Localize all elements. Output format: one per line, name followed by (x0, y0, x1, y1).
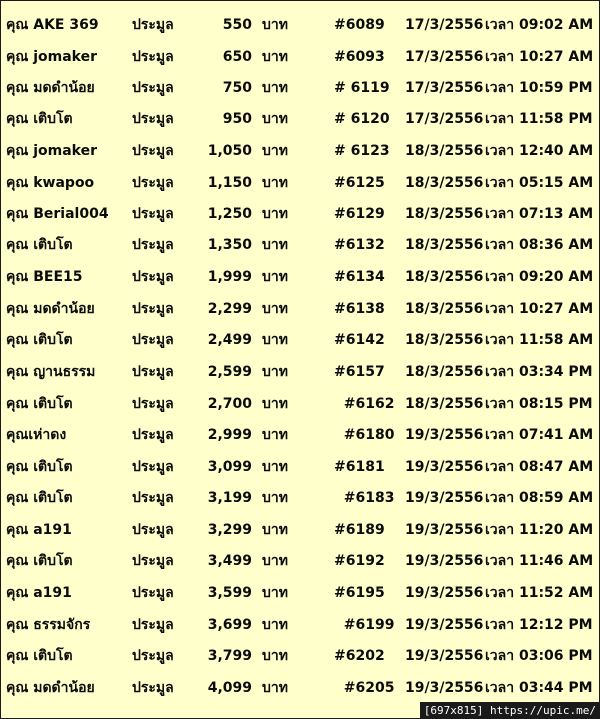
bid-verb: ประมูล (132, 301, 174, 317)
currency-unit: บาท (262, 17, 288, 33)
bid-amount: 1,150 (207, 175, 252, 191)
bid-verb: ประมูล (132, 332, 174, 348)
currency-unit: บาท (262, 396, 288, 412)
currency-unit: บาท (262, 490, 288, 506)
bid-date: 19/3/2556 (405, 553, 484, 569)
bid-row (0, 328, 600, 352)
bid-amount: 3,499 (207, 553, 252, 569)
bid-ref: #6181 (334, 459, 385, 475)
bid-amount: 550 (222, 17, 252, 33)
bid-amount: 2,999 (207, 427, 252, 443)
bidder-name: คุณ เติบโต (6, 553, 73, 569)
bid-date: 17/3/2556 (405, 80, 484, 96)
currency-unit: บาท (262, 237, 288, 253)
bid-amount: 1,250 (207, 206, 252, 222)
bidder-name: คุณ เติบโต (6, 332, 73, 348)
bid-row (0, 171, 600, 195)
bid-time: เวลา 08:15 PM (485, 396, 593, 412)
bid-amount: 2,700 (207, 396, 252, 412)
bidder-name: คุณ มดดำน้อย (6, 80, 95, 96)
bid-row (0, 423, 600, 447)
bidder-name: คุณ a191 (6, 522, 72, 538)
bid-verb: ประมูล (132, 648, 174, 664)
currency-unit: บาท (262, 648, 288, 664)
bid-ref: #6162 (334, 396, 395, 412)
bid-date: 18/3/2556 (405, 269, 484, 285)
currency-unit: บาท (262, 301, 288, 317)
bid-row (0, 45, 600, 69)
bid-ref: # 6123 (334, 143, 390, 159)
currency-unit: บาท (262, 80, 288, 96)
bid-verb: ประมูล (132, 237, 174, 253)
bidder-name: คุณ ญานธรรม (6, 364, 96, 380)
image-host-footer: [697x815] https://upic.me/ (420, 702, 600, 719)
currency-unit: บาท (262, 522, 288, 538)
bid-ref: #6132 (334, 237, 385, 253)
bidder-name: คุณ Berial004 (6, 206, 109, 222)
bid-date: 19/3/2556 (405, 490, 484, 506)
bid-amount: 4,099 (207, 680, 252, 696)
currency-unit: บาท (262, 427, 288, 443)
bid-verb: ประมูล (132, 617, 174, 633)
bid-verb: ประมูล (132, 427, 174, 443)
bidder-name: คุณ เติบโต (6, 111, 73, 127)
bid-amount: 750 (222, 80, 252, 96)
currency-unit: บาท (262, 585, 288, 601)
bid-date: 18/3/2556 (405, 206, 484, 222)
bid-ref: # 6119 (334, 80, 390, 96)
bid-verb: ประมูล (132, 269, 174, 285)
currency-unit: บาท (262, 143, 288, 159)
bid-row (0, 486, 600, 510)
currency-unit: บาท (262, 680, 288, 696)
bid-verb: ประมูล (132, 459, 174, 475)
bid-time: เวลา 09:20 AM (485, 269, 594, 285)
bidder-name: คุณ AKE 369 (6, 17, 99, 33)
bid-date: 18/3/2556 (405, 301, 484, 317)
bid-row (0, 76, 600, 100)
bid-amount: 2,499 (207, 332, 252, 348)
bid-amount: 1,050 (207, 143, 252, 159)
bidder-name: คุณ kwapoo (6, 175, 95, 191)
bid-verb: ประมูล (132, 111, 174, 127)
bid-row (0, 202, 600, 226)
bid-ref: #6138 (334, 301, 385, 317)
bid-time: เวลา 11:58 AM (485, 332, 594, 348)
bid-ref: #6195 (334, 585, 385, 601)
bid-date: 19/3/2556 (405, 522, 484, 538)
currency-unit: บาท (262, 459, 288, 475)
bid-row (0, 139, 600, 163)
bid-amount: 650 (222, 49, 252, 65)
bid-date: 18/3/2556 (405, 175, 484, 191)
bid-date: 18/3/2556 (405, 364, 484, 380)
bid-row (0, 455, 600, 479)
bid-time: เวลา 11:46 AM (485, 553, 594, 569)
currency-unit: บาท (262, 617, 288, 633)
bidder-name: คุณ เติบโต (6, 648, 73, 664)
bid-amount: 1,350 (207, 237, 252, 253)
bid-time: เวลา 07:41 AM (485, 427, 594, 443)
bid-verb: ประมูล (132, 175, 174, 191)
bid-time: เวลา 09:02 AM (485, 17, 594, 33)
bid-time: เวลา 10:59 PM (485, 80, 593, 96)
bidder-name: คุณเห่าดง (6, 427, 67, 443)
bid-amount: 3,799 (207, 648, 252, 664)
bid-ref: #6157 (334, 364, 385, 380)
bidder-name: คุณ jomaker (6, 143, 98, 159)
bid-date: 19/3/2556 (405, 459, 484, 475)
bid-time: เวลา 12:12 PM (485, 617, 593, 633)
bid-verb: ประมูล (132, 490, 174, 506)
bid-verb: ประมูล (132, 553, 174, 569)
bid-date: 19/3/2556 (405, 648, 484, 664)
bid-time: เวลา 08:59 AM (485, 490, 594, 506)
bid-amount: 2,299 (207, 301, 252, 317)
bid-date: 18/3/2556 (405, 396, 484, 412)
bid-date: 19/3/2556 (405, 680, 484, 696)
bid-time: เวลา 03:44 PM (485, 680, 593, 696)
bid-date: 19/3/2556 (405, 617, 484, 633)
bid-ref: #6129 (334, 206, 385, 222)
bid-ref: #6183 (334, 490, 395, 506)
currency-unit: บาท (262, 364, 288, 380)
bid-row (0, 107, 600, 131)
bid-row (0, 676, 600, 700)
currency-unit: บาท (262, 175, 288, 191)
bid-time: เวลา 11:52 AM (485, 585, 594, 601)
bid-row (0, 518, 600, 542)
currency-unit: บาท (262, 269, 288, 285)
bid-date: 18/3/2556 (405, 237, 484, 253)
bid-row (0, 392, 600, 416)
bid-time: เวลา 05:15 AM (485, 175, 594, 191)
bid-row (0, 265, 600, 289)
bid-date: 18/3/2556 (405, 332, 484, 348)
bid-time: เวลา 07:13 AM (485, 206, 594, 222)
bid-date: 19/3/2556 (405, 427, 484, 443)
bid-verb: ประมูล (132, 17, 174, 33)
bid-verb: ประมูล (132, 396, 174, 412)
bid-verb: ประมูล (132, 49, 174, 65)
bidder-name: คุณ เติบโต (6, 237, 73, 253)
bid-time: เวลา 10:27 AM (485, 49, 594, 65)
currency-unit: บาท (262, 111, 288, 127)
bid-ref: #6192 (334, 553, 385, 569)
bid-ref: #6205 (334, 680, 395, 696)
bid-verb: ประมูล (132, 680, 174, 696)
bid-ref: #6134 (334, 269, 385, 285)
bidder-name: คุณ เติบโต (6, 459, 73, 475)
bid-verb: ประมูล (132, 143, 174, 159)
bid-row (0, 233, 600, 257)
bid-amount: 3,599 (207, 585, 252, 601)
bid-time: เวลา 08:47 AM (485, 459, 594, 475)
bid-date: 17/3/2556 (405, 49, 484, 65)
currency-unit: บาท (262, 206, 288, 222)
bid-amount: 3,299 (207, 522, 252, 538)
bid-row (0, 613, 600, 637)
bid-row (0, 644, 600, 668)
bid-amount: 2,599 (207, 364, 252, 380)
bid-ref: #6093 (334, 49, 385, 65)
bid-time: เวลา 10:27 AM (485, 301, 594, 317)
bidder-name: คุณ a191 (6, 585, 72, 601)
bidder-name: คุณ เติบโต (6, 396, 73, 412)
bid-verb: ประมูล (132, 585, 174, 601)
bid-row (0, 360, 600, 384)
currency-unit: บาท (262, 332, 288, 348)
currency-unit: บาท (262, 49, 288, 65)
bidder-name: คุณ ธรรมจักร (6, 617, 91, 633)
bid-row (0, 581, 600, 605)
bid-time: เวลา 11:58 PM (485, 111, 593, 127)
bid-row (0, 13, 600, 37)
bid-amount: 950 (222, 111, 252, 127)
bid-ref: #6125 (334, 175, 385, 191)
bid-row (0, 297, 600, 321)
bid-ref: #6180 (334, 427, 395, 443)
bidder-name: คุณ BEE15 (6, 269, 83, 285)
bid-time: เวลา 03:34 PM (485, 364, 593, 380)
bid-date: 18/3/2556 (405, 143, 484, 159)
bid-ref: #6089 (334, 17, 385, 33)
bidder-name: คุณ มดดำน้อย (6, 301, 95, 317)
bid-ref: #6189 (334, 522, 385, 538)
bid-time: เวลา 11:20 AM (485, 522, 594, 538)
bid-verb: ประมูล (132, 364, 174, 380)
currency-unit: บาท (262, 553, 288, 569)
bid-time: เวลา 12:40 AM (485, 143, 594, 159)
bid-date: 17/3/2556 (405, 111, 484, 127)
bidder-name: คุณ เติบโต (6, 490, 73, 506)
bidder-name: คุณ jomaker (6, 49, 98, 65)
bid-amount: 1,999 (207, 269, 252, 285)
bid-ref: #6202 (334, 648, 385, 664)
bid-time: เวลา 03:06 PM (485, 648, 593, 664)
bidder-name: คุณ มดดำน้อย (6, 680, 95, 696)
bid-verb: ประมูล (132, 206, 174, 222)
bid-row (0, 549, 600, 573)
bid-amount: 3,199 (207, 490, 252, 506)
bid-date: 17/3/2556 (405, 17, 484, 33)
bid-ref: # 6120 (334, 111, 390, 127)
bid-time: เวลา 08:36 AM (485, 237, 594, 253)
bid-ref: #6199 (334, 617, 395, 633)
bid-amount: 3,099 (207, 459, 252, 475)
bid-ref: #6142 (334, 332, 385, 348)
bid-amount: 3,699 (207, 617, 252, 633)
bid-verb: ประมูล (132, 522, 174, 538)
bid-verb: ประมูล (132, 80, 174, 96)
bid-date: 19/3/2556 (405, 585, 484, 601)
